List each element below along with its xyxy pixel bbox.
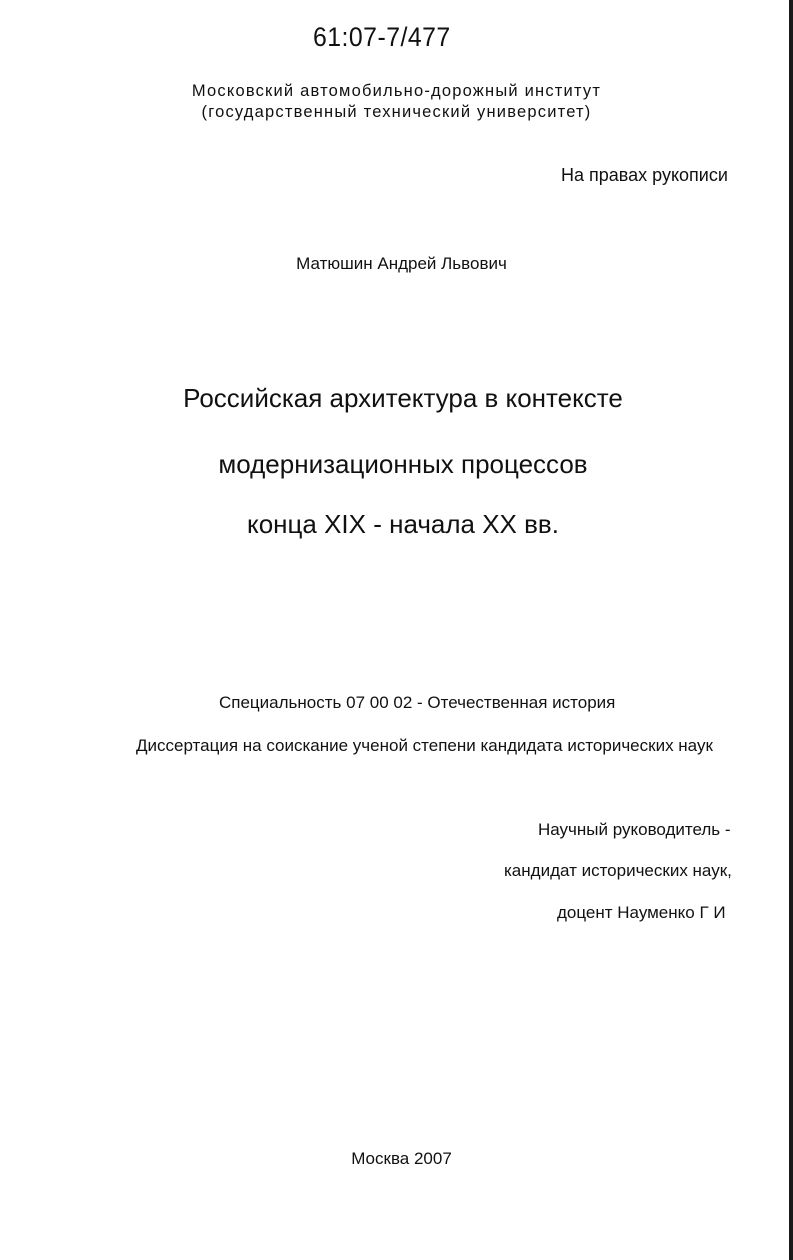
city-and-year: Москва 2007 [351, 1149, 452, 1168]
supervisor-degree: кандидат исторических наук, [504, 861, 732, 880]
institution-subtitle: (государственный технический университет) [201, 103, 592, 121]
dissertation-degree-note: Диссертация на соискание ученой степени кандидата исторических наук [136, 736, 713, 755]
author-name: Матюшин Андрей Львович [296, 254, 507, 273]
manuscript-rights-note: На правах рукописи [561, 165, 728, 185]
institution-name: Московский автомобильно-дорожный институт [191, 82, 602, 100]
scan-edge-border [789, 0, 793, 1260]
specialty-line: Специальность 07 00 02 - Отечественная история [219, 693, 616, 712]
thesis-title-line-2: модернизационных процессов [218, 449, 588, 479]
archive-stamp-code: 61:07-7/477 [313, 22, 451, 52]
thesis-title-line-3: конца XIX - начала XX вв. [247, 509, 559, 539]
supervisor-name: доцент Науменко Г И [557, 903, 726, 922]
thesis-title-line-1: Российская архитектура в контексте [183, 383, 623, 413]
supervisor-heading: Научный руководитель - [538, 820, 731, 839]
